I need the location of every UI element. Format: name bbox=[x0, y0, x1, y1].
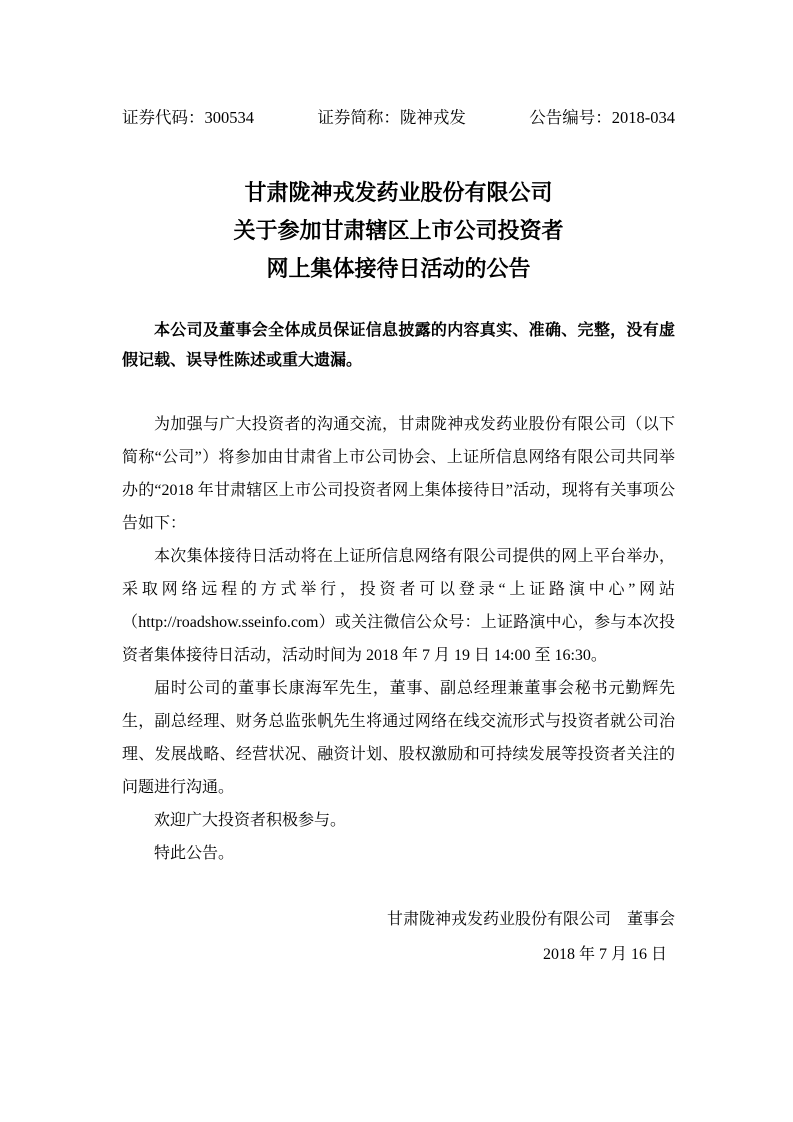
document-title bbox=[122, 174, 675, 288]
body-paragraph-event-details: 本次集体接待日活动将在上证所信息网络有限公司提供的网上平台举办，采取网络远程的方式举行，投资者可以登录“上证路演中心”网站（http://roadshow.sseinfo.com）或关注微信公众号：上证路演中心，参与本次投资者集体接待日活动，活动时间为 2018 年 7 月 19 日 14:00 至 16:30。 bbox=[122, 548, 675, 664]
title-line-subject: 关于参加甘肃辖区上市公司投资者 bbox=[233, 218, 564, 243]
title-line-company: 甘肃陇神戎发药业股份有限公司 bbox=[244, 180, 553, 205]
disclosure-statement bbox=[122, 316, 675, 376]
stock-code-label: 证券代码：300534 bbox=[122, 108, 254, 127]
signature-date-line: 2018 年 7 月 16 日 bbox=[542, 946, 667, 963]
body-paragraph-intro: 为加强与广大投资者的沟通交流，甘肃陇神戎发药业股份有限公司（以下简称“公司”）将参加由甘肃省上市公司协会、上证所信息网络有限公司共同举办的“2018 年甘肃辖区上市公司投资者网上集体接待日”活动，现将有关事项公告如下： bbox=[122, 416, 675, 532]
signature-company-line: 甘肃陇神戎发药业股份有限公司 董事会 bbox=[386, 911, 675, 928]
title-line-subject2: 网上集体接待日活动的公告 bbox=[266, 256, 531, 281]
announcement-number-label: 公告编号：2018-034 bbox=[529, 108, 675, 127]
body-paragraph-welcome: 欢迎广大投资者积极参与。 bbox=[154, 812, 347, 829]
disclosure-statement-text: 本公司及董事会全体成员保证信息披露的内容真实、准确、完整，没有虚假记载、误导性陈述或重大遗漏。 bbox=[122, 322, 675, 369]
document-header-row bbox=[122, 107, 675, 129]
body-paragraph-closing: 特此公告。 bbox=[154, 845, 235, 862]
body-paragraph-participants: 届时公司的董事长康海军先生，董事、副总经理兼董事会秘书元勤辉先生，副总经理、财务总监张帆先生将通过网络在线交流形式与投资者就公司治理、发展战略、经营状况、融资计划、股权激励和可持续发展等投资者关注的问题进行沟通。 bbox=[122, 680, 675, 796]
document-body bbox=[122, 408, 675, 870]
signature-block bbox=[122, 902, 675, 972]
stock-short-name-label: 证券简称：陇神戎发 bbox=[317, 108, 466, 127]
